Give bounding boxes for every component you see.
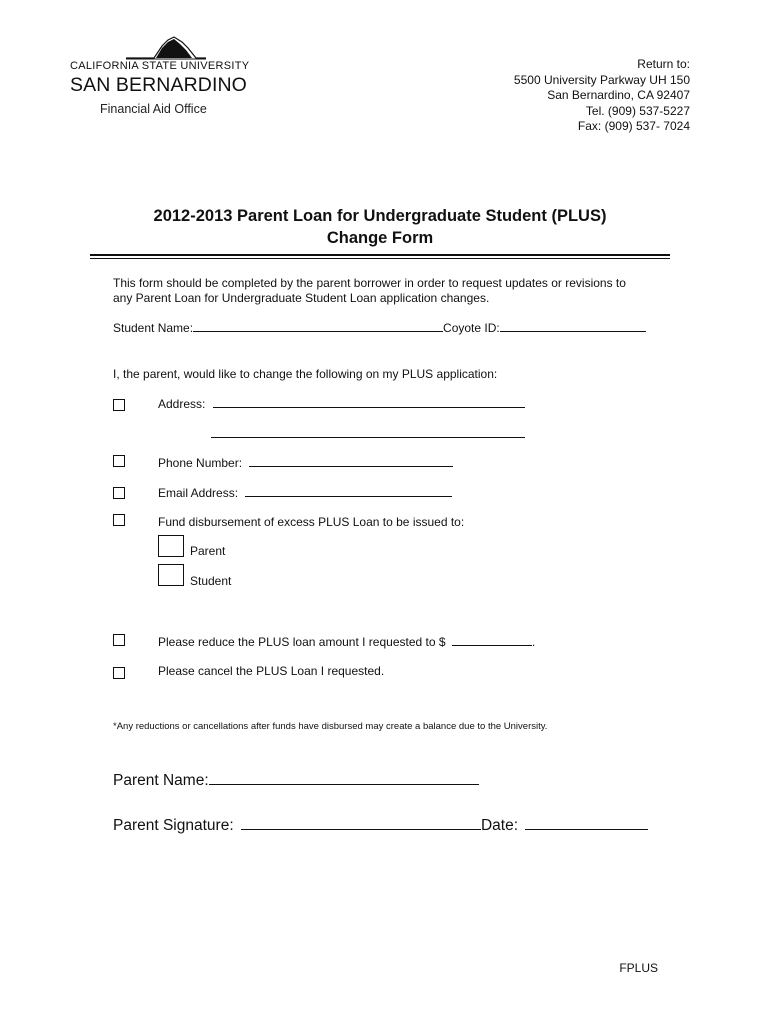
reduce-amount-field[interactable] bbox=[452, 634, 532, 646]
date-field[interactable] bbox=[525, 815, 648, 830]
student-info-row bbox=[113, 320, 646, 336]
address-checkbox[interactable] bbox=[113, 399, 125, 411]
email-row bbox=[158, 485, 452, 501]
email-label: Email Address: bbox=[158, 486, 239, 500]
address-field-line2[interactable] bbox=[211, 437, 525, 438]
cancel-loan-checkbox[interactable] bbox=[113, 667, 125, 679]
parent-signature-field[interactable] bbox=[241, 815, 481, 830]
form-code: FPLUS bbox=[619, 961, 658, 975]
reduce-amount-label: Please reduce the PLUS loan amount I requested to $ bbox=[158, 635, 446, 649]
return-tel: Tel. (909) 537-5227 bbox=[585, 103, 690, 118]
phone-label: Phone Number: bbox=[158, 456, 243, 470]
intro-line1: This form should be completed by the parent borrower in order to request updates or revisions to bbox=[113, 276, 626, 290]
mountain-logo-icon bbox=[126, 36, 206, 60]
address-row bbox=[158, 396, 525, 412]
parent-signature-row bbox=[113, 815, 648, 835]
student-name-field[interactable] bbox=[193, 320, 443, 332]
parent-label: Parent bbox=[190, 544, 226, 558]
return-address-line2: San Bernardino, CA 92407 bbox=[547, 88, 690, 102]
address-field-line1[interactable] bbox=[213, 396, 525, 408]
phone-field[interactable] bbox=[249, 455, 453, 467]
phone-checkbox[interactable] bbox=[113, 455, 125, 467]
reduce-amount-row bbox=[158, 634, 535, 650]
intro-paragraph bbox=[113, 276, 673, 306]
coyote-id-label: Coyote ID: bbox=[443, 321, 500, 335]
student-checkbox[interactable] bbox=[158, 564, 184, 586]
fund-disbursement-label: Fund disbursement of excess PLUS Loan to be issued to: bbox=[158, 515, 465, 529]
parent-name-label: Parent Name: bbox=[113, 772, 209, 789]
logo-university-line1: CALIFORNIA STATE UNIVERSITY bbox=[70, 60, 250, 72]
parent-signature-label: Parent Signature: bbox=[113, 817, 234, 834]
reduce-amount-checkbox[interactable] bbox=[113, 634, 125, 646]
university-logo bbox=[70, 36, 270, 126]
student-label: Student bbox=[190, 574, 232, 588]
date-label: Date: bbox=[480, 817, 519, 834]
change-prompt: I, the parent, would like to change the following on my PLUS application: bbox=[113, 367, 498, 381]
student-name-label: Student Name: bbox=[113, 321, 194, 335]
form-title bbox=[90, 205, 670, 249]
return-fax: Fax: (909) 537- 7024 bbox=[577, 119, 690, 133]
logo-office: Financial Aid Office bbox=[100, 102, 207, 116]
email-field[interactable] bbox=[245, 485, 452, 497]
parent-name-row bbox=[113, 770, 479, 790]
email-checkbox[interactable] bbox=[113, 487, 125, 499]
return-address-line1: 5500 University Parkway UH 150 bbox=[513, 72, 690, 87]
logo-university-line2: SAN BERNARDINO bbox=[70, 74, 247, 96]
phone-row bbox=[158, 455, 453, 471]
address-label: Address: bbox=[158, 397, 206, 411]
parent-checkbox[interactable] bbox=[158, 535, 184, 557]
return-label: Return to: bbox=[637, 57, 690, 71]
parent-name-field[interactable] bbox=[209, 770, 479, 785]
coyote-id-field[interactable] bbox=[500, 320, 646, 332]
form-title-line1: 2012-2013 Parent Loan for Undergraduate Student (PLUS) bbox=[153, 207, 607, 225]
return-address bbox=[514, 57, 690, 135]
title-divider bbox=[90, 254, 670, 259]
intro-line2: any Parent Loan for Undergraduate Student Loan application changes. bbox=[113, 291, 490, 305]
form-title-line2: Change Form bbox=[326, 229, 434, 247]
disclaimer-note: *Any reductions or cancellations after funds have disbursed may create a balance due to the University. bbox=[113, 721, 548, 732]
cancel-loan-label: Please cancel the PLUS Loan I requested. bbox=[158, 664, 385, 678]
fund-disbursement-checkbox[interactable] bbox=[113, 514, 125, 526]
reduce-amount-suffix: . bbox=[531, 635, 536, 649]
